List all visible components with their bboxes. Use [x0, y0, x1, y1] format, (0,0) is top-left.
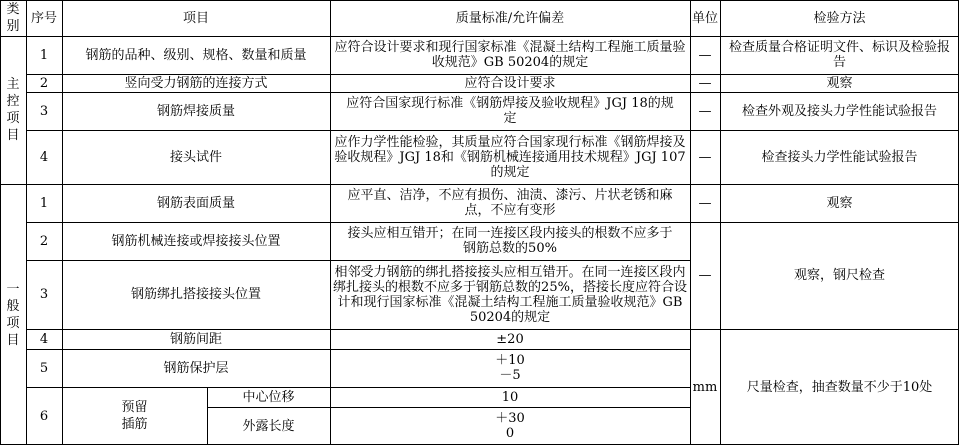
main-row-1-method: 检查质量合格证明文件、标识及检验报告 [728, 40, 950, 70]
general-row-1-seq: 1 [39, 195, 49, 211]
main-row-4-item: 接头试件 [169, 149, 222, 165]
general-row-2-item: 钢筋机械连接或焊接接头位置 [111, 233, 281, 249]
rule-main-2 [26, 92, 959, 93]
rule-general-5 [26, 387, 690, 388]
general-row-3-item: 钢筋绑扎搭接接头位置 [130, 287, 261, 302]
general-row-6-sub-2-standard-lower: 0 [505, 426, 515, 441]
general-row-4-standard: ±20 [496, 331, 524, 347]
general-row-3-standard: 相邻受力钢筋的绑扎搭接接头应相互错开。在同一连接区段内绑扎接头的根数不应多于钢筋总数的25%，搭接长度应符合设计和现行国家标准《混凝土结构工程施工质量验收规范》GB 50204的规定 [333, 264, 687, 325]
general-row-6-sub-2-standard [330, 407, 690, 445]
header-seq: 序号 [30, 10, 57, 26]
group-main-label: 主控项目 [6, 77, 20, 143]
header-method: 检验方法 [813, 10, 866, 26]
general-row-1-method: 观察 [826, 195, 853, 211]
general-row-4-item: 钢筋间距 [169, 331, 222, 347]
rule-sub-item [207, 387, 208, 445]
general-rows-4-6-method: 尺量检查，抽查数量不少于10处 [746, 379, 933, 395]
main-row-3-method: 检查外观及接头力学性能试验报告 [741, 103, 937, 119]
general-row-1-unit: — [698, 195, 712, 211]
rule-general-2 [26, 260, 690, 261]
general-row-6-seq: 6 [39, 408, 49, 424]
header-standard: 质量标准/允许偏差 [455, 10, 565, 26]
general-rows-2-3-unit: — [698, 268, 712, 283]
general-row-4-seq: 4 [39, 331, 49, 347]
rule-general-1 [26, 222, 959, 223]
general-row-1-item: 钢筋表面质量 [156, 195, 235, 211]
general-rows-4-6-unit: mm [692, 379, 718, 395]
main-row-3-seq: 3 [39, 103, 49, 119]
main-row-2-seq: 2 [39, 75, 49, 91]
main-row-1-standard: 应符合设计要求和现行国家标准《混凝土结构工程施工质量验收规范》GB 50204的规定 [334, 40, 686, 70]
rule-main-1 [26, 74, 959, 75]
main-row-4-standard: 应作力学性能检验，其质量应符合国家现行标准《钢筋焊接及验收规程》JGJ 18和《钢筋机械连接通用技术规程》JGJ 107的规定 [334, 134, 686, 180]
main-row-3-item: 钢筋焊接质量 [156, 103, 235, 119]
main-row-4-seq: 4 [39, 149, 49, 165]
general-row-1-standard: 应平直、洁净，不应有损伤、油渍、漆污、片状老锈和麻点，不应有变形 [347, 188, 673, 218]
rule-general-6-sub [207, 407, 690, 408]
general-row-5-seq: 5 [39, 360, 49, 376]
main-row-3-unit: — [698, 103, 712, 119]
general-row-2-seq: 2 [39, 233, 49, 249]
rule-general-4 [26, 349, 690, 350]
main-row-1-seq: 1 [39, 47, 49, 63]
general-row-6-item: 预留插筋 [121, 400, 148, 432]
general-row-6-sub-2-standard-upper: ＋30 [495, 411, 525, 426]
main-row-4-method: 检查接头力学性能试验报告 [761, 149, 918, 165]
main-row-1-unit: — [698, 47, 712, 63]
general-row-6-sub-1-standard: 10 [501, 389, 519, 405]
general-row-3-seq: 3 [39, 287, 49, 302]
border-left [0, 0, 1, 445]
main-row-2-method: 观察 [826, 75, 853, 91]
main-row-2-standard: 应符合设计要求 [464, 75, 556, 91]
rule-header [0, 36, 959, 37]
rule-general-3 [26, 329, 959, 330]
rule-main-3 [26, 130, 959, 131]
header-item: 项目 [182, 10, 209, 26]
main-row-2-unit: — [698, 75, 712, 91]
main-row-2-item: 竖向受力钢筋的连接方式 [124, 75, 268, 91]
general-row-5-standard-upper: ＋10 [495, 353, 525, 368]
general-row-5-standard-lower: －5 [499, 368, 521, 383]
general-row-6-sub-1-label: 中心位移 [242, 389, 295, 405]
general-row-5-standard [330, 349, 690, 387]
border-top [0, 0, 959, 1]
main-row-3-standard: 应符合国家现行标准《钢筋焊接及验收规程》JGJ 18的规定 [346, 96, 674, 126]
general-row-5-item: 钢筋保护层 [163, 360, 229, 376]
main-row-4-unit: — [698, 149, 712, 165]
header-category: 类别 [6, 2, 20, 34]
header-unit: 单位 [692, 10, 719, 26]
general-row-2-standard: 接头应相互错开；在同一连接区段内接头的根数不应多于钢筋总数的50% [347, 226, 673, 256]
general-rows-2-3-method: 观察，钢尺检查 [793, 268, 885, 283]
general-row-6-sub-2-label: 外露长度 [242, 418, 295, 434]
group-general-label: 一般项目 [6, 281, 20, 348]
main-row-1-item: 钢筋的品种、级别、规格、数量和质量 [85, 47, 307, 63]
rule-group [0, 184, 959, 185]
